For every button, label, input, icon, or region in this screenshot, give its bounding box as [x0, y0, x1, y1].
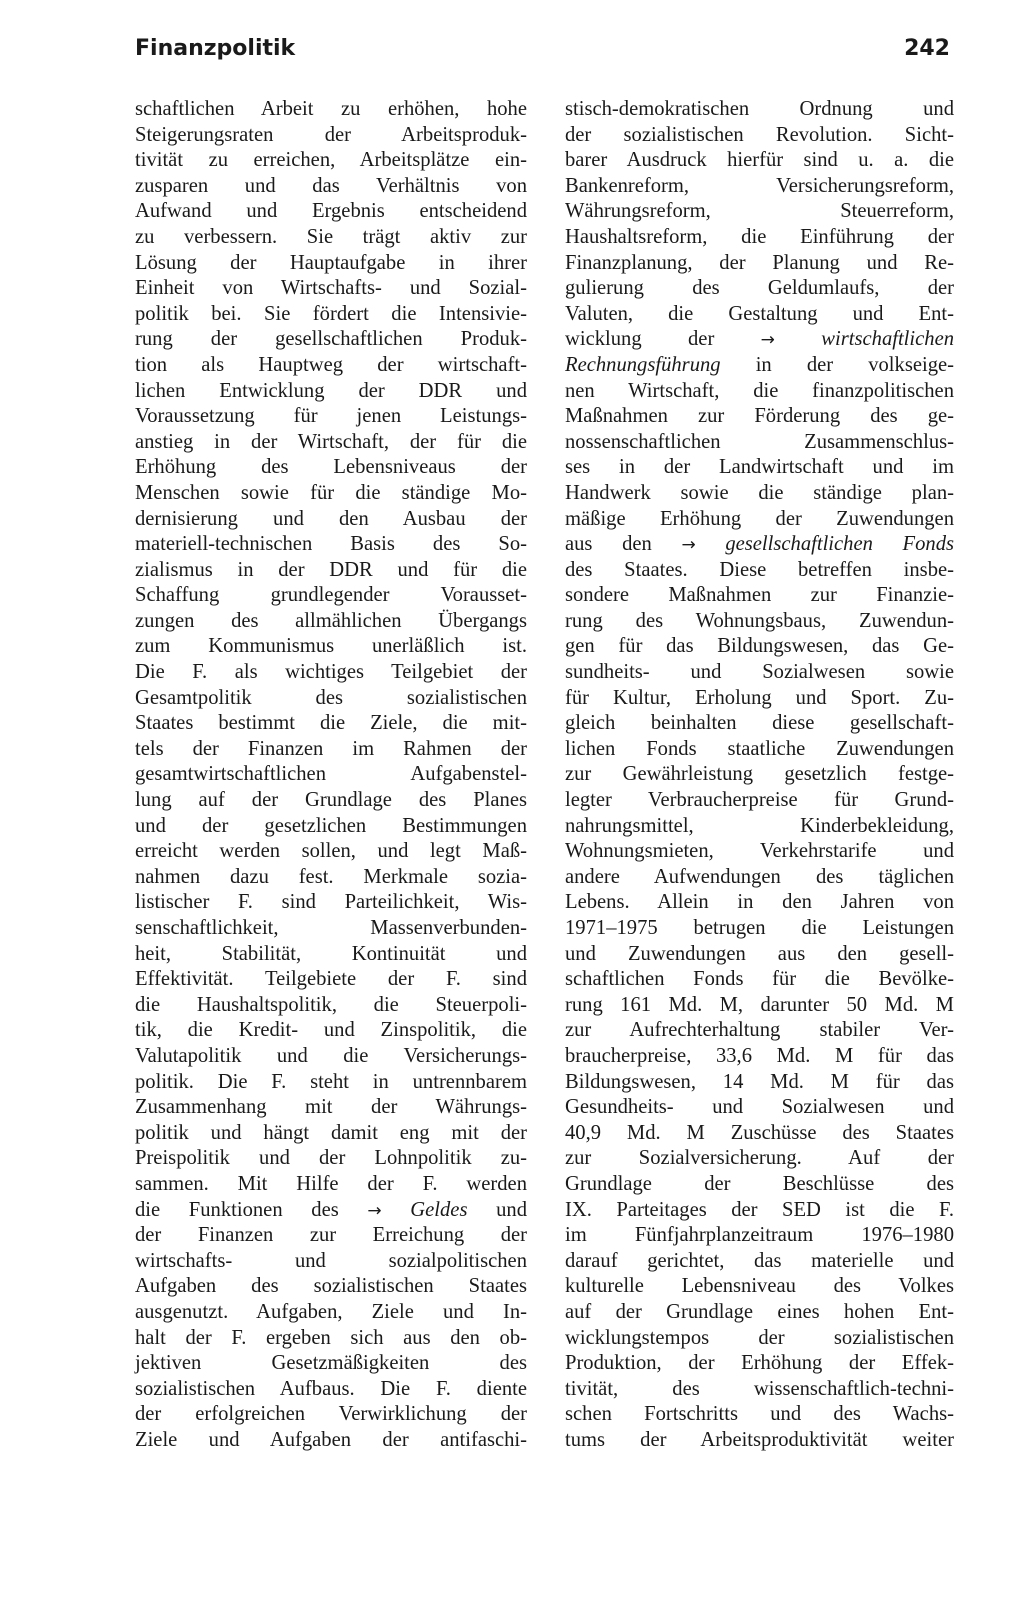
text-line: sundheits- und Sozialwesen sowie [565, 661, 954, 684]
text-line: Zusammenhang mit der Währungs- [135, 1096, 527, 1119]
cross-reference-line-gesellschaftlichen-fonds [565, 532, 954, 558]
text-line: heit, Stabilität, Kontinuität und [135, 942, 527, 965]
text-line: lichen Fonds staatliche Zuwendungen [565, 737, 954, 760]
text-line: der sozialistischen Revolution. Sicht- [565, 123, 954, 146]
text-line: der Finanzen zur Erreichung der [135, 1224, 527, 1247]
text-line: schen Fortschritts und des Wachs- [565, 1403, 954, 1426]
cross-reference-line-rechnungsfuehrung [565, 353, 954, 379]
right-column-text-a [565, 97, 954, 327]
text-line: nen Wirtschaft, die finanzpolitischen [565, 379, 954, 402]
text-line: tik, die Kredit- und Zinspolitik, die [135, 1019, 527, 1042]
text-line: tivität, des wissenschaftlich-techni- [565, 1377, 954, 1400]
text-line: zungen des allmählichen Übergangs [135, 609, 527, 632]
text-line: legter Verbraucherpreise für Grund- [565, 789, 954, 812]
cross-reference-line-geldes [135, 1198, 527, 1224]
text-line: politik und hängt damit eng mit der [135, 1121, 527, 1144]
text-line: 40,9 Md. M Zuschüsse des Staates [565, 1121, 954, 1144]
text-line: barer Ausdruck hierfür sind u. a. die [565, 149, 954, 172]
text-line: Währungsreform, Steuerreform, [565, 200, 954, 223]
text-line: anstieg in der Wirtschaft, der für die [135, 430, 527, 453]
text-line: tels der Finanzen im Rahmen der [135, 737, 527, 760]
text-line: Voraussetzung für jenen Leistungs- [135, 405, 527, 428]
text-line: zialismus in der DDR und für die [135, 558, 527, 581]
cross-reference-gesellschaftliche-fonds[interactable]: gesellschaftlichen Fonds [725, 533, 955, 556]
text-line: die Haushaltspolitik, die Steuerpoli- [135, 993, 527, 1016]
right-column-text-b [565, 379, 954, 533]
text-line: rung der gesellschaftlichen Produk- [135, 328, 527, 351]
text-line: gen für das Bildungswesen, das Ge- [565, 635, 954, 658]
text-line: und Zuwendungen aus den gesell- [565, 942, 954, 965]
text-line: gleich beinhalten diese gesellschaft- [565, 712, 954, 735]
text-line: gesamtwirtschaftlichen Aufgabenstel- [135, 763, 527, 786]
text-line: zu verbessern. Sie trägt aktiv zur [135, 225, 527, 248]
text-line: Aufgaben des sozialistischen Staates [135, 1275, 527, 1298]
text-line: rung des Wohnungsbaus, Zuwendun- [565, 609, 954, 632]
text-line: politik bei. Sie fördert die Intensivie- [135, 302, 527, 325]
text-line: wicklungstempos der sozialistischen [565, 1326, 954, 1349]
text-line: halt der F. ergeben sich aus den ob- [135, 1326, 527, 1349]
cross-reference-arrow-icon: → [681, 535, 696, 556]
text-line: dernisierung und den Ausbau der [135, 507, 527, 530]
text-line: zum Kommunismus unerläßlich ist. [135, 635, 527, 658]
text-line: nossenschaftlichen Zusammenschlus- [565, 430, 954, 453]
cross-reference-wirtschaftliche-rechnungsfuehrung[interactable]: wirtschaftlichen [821, 328, 954, 351]
cross-reference-line-wirtschaftlichen [565, 327, 954, 353]
text-line: Gesundheits- und Sozialwesen und [565, 1096, 954, 1119]
text-line: zur Aufrechterhaltung stabiler Ver- [565, 1019, 954, 1042]
cross-reference-arrow-icon: → [367, 1200, 382, 1221]
text-line: Erhöhung des Lebensniveaus der [135, 456, 527, 479]
text-line: nahmen dazu fest. Merkmale sozia- [135, 865, 527, 888]
text-line: Maßnahmen zur Förderung des ge- [565, 405, 954, 428]
text-line: stisch-demokratischen Ordnung und [565, 98, 954, 120]
cross-reference-geldes[interactable]: Geldes [410, 1198, 468, 1221]
text-line: lung auf der Grundlage des Planes [135, 789, 527, 812]
text-segment: die Funktionen des [135, 1198, 368, 1221]
text-line: darauf gerichtet, das materielle und [565, 1249, 954, 1272]
text-line: Valuten, die Gestaltung und Ent- [565, 302, 954, 325]
text-line: Schaffung grundlegender Vorausset- [135, 584, 527, 607]
text-line: Handwerk sowie die ständige plan- [565, 481, 954, 504]
text-line: tion als Hauptweg der wirtschaft- [135, 353, 527, 376]
text-line: der erfolgreichen Verwirklichung der [135, 1403, 527, 1426]
text-line: Grundlage der Beschlüsse des [565, 1172, 954, 1195]
text-line: schaftlichen Fonds für die Bevölke- [565, 968, 954, 991]
text-line: andere Aufwendungen des täglichen [565, 865, 954, 888]
text-line: Haushaltsreform, die Einführung der [565, 225, 954, 248]
text-line: zur Gewährleistung gesetzlich festge- [565, 763, 954, 786]
text-segment: in der volkseige- [720, 353, 954, 376]
text-line: listischer F. sind Parteilichkeit, Wis- [135, 891, 527, 914]
text-line: Ziele und Aufgaben der antifaschi- [135, 1428, 527, 1451]
text-line: Preispolitik und der Lohnpolitik zu- [135, 1147, 527, 1170]
text-line: Bankenreform, Versicherungsreform, [565, 174, 954, 197]
text-line: 1971–1975 betrugen die Leistungen [565, 917, 954, 939]
left-column [135, 97, 527, 1453]
right-column-text-c [565, 558, 954, 1454]
text-segment: und [467, 1198, 528, 1221]
text-line: zusparen und das Verhältnis von [135, 174, 527, 197]
text-line: nahrungsmittel, Kinderbekleidung, [565, 814, 954, 837]
text-line: Wohnungsmieten, Verkehrstarife und [565, 840, 954, 863]
text-line: Steigerungsraten der Arbeitsproduk- [135, 123, 527, 146]
text-line: kulturelle Lebensniveau des Volkes [565, 1275, 954, 1298]
text-line: des Staates. Diese betreffen insbe- [565, 558, 954, 581]
text-line: rung 161 Md. M, darunter 50 Md. M [565, 993, 954, 1016]
text-line: politik. Die F. steht in untrennbarem [135, 1070, 527, 1093]
text-line: braucherpreise, 33,6 Md. M für das [565, 1044, 954, 1067]
text-line: wirtschafts- und sozialpolitischen [135, 1249, 527, 1272]
text-line: zur Sozialversicherung. Auf der [565, 1147, 954, 1170]
text-line: Staates bestimmt die Ziele, die mit- [135, 712, 527, 735]
text-line: im Fünfjahrplanzeitraum 1976–1980 [565, 1224, 954, 1247]
text-line: tivität zu erreichen, Arbeitsplätze ein- [135, 149, 527, 172]
page-number: 242 [904, 36, 950, 61]
text-line: Lösung der Hauptaufgabe in ihrer [135, 251, 527, 274]
cross-reference-arrow-icon: → [760, 330, 775, 351]
text-line: auf der Grundlage eines hohen Ent- [565, 1300, 954, 1323]
text-line: Effektivität. Teilgebiete der F. sind [135, 968, 527, 991]
text-line: jektiven Gesetzmäßigkeiten des [135, 1352, 527, 1375]
text-line: und der gesetzlichen Bestimmungen [135, 814, 527, 837]
text-line: Bildungswesen, 14 Md. M für das [565, 1070, 954, 1093]
text-line: Aufwand und Ergebnis entscheidend [135, 200, 527, 223]
text-line: mäßige Erhöhung der Zuwendungen [565, 507, 954, 530]
text-line: Lebens. Allein in den Jahren von [565, 891, 954, 914]
running-header [135, 36, 950, 76]
text-line: IX. Parteitages der SED ist die F. [565, 1198, 954, 1221]
text-line: Einheit von Wirtschafts- und Sozial- [135, 277, 527, 300]
text-line: Finanzplanung, der Planung und Re- [565, 251, 954, 274]
left-column-text-a [135, 97, 527, 1198]
text-line: Gesamtpolitik des sozialistischen [135, 686, 527, 709]
text-line: sondere Maßnahmen zur Finanzie- [565, 584, 954, 607]
text-line: sammen. Mit Hilfe der F. werden [135, 1172, 527, 1195]
text-line: für Kultur, Erholung und Sport. Zu- [565, 686, 954, 709]
text-line: sozialistischen Aufbaus. Die F. diente [135, 1377, 527, 1400]
text-line: materiell-technischen Basis des So- [135, 533, 527, 556]
cross-reference-wirtschaftliche-rechnungsfuehrung-cont[interactable]: Rechnungsführung [565, 353, 721, 376]
entry-title: Finanzpolitik [135, 36, 296, 61]
text-line: schaftlichen Arbeit zu erhöhen, hohe [135, 98, 527, 120]
text-segment: aus den [565, 533, 682, 556]
text-line: gulierung des Geldumlaufs, der [565, 277, 954, 300]
text-segment: wicklung der [565, 328, 761, 351]
text-line: Valutapolitik und die Versicherungs- [135, 1044, 527, 1067]
text-line: Produktion, der Erhöhung der Effek- [565, 1352, 954, 1375]
left-column-text-b [135, 1223, 527, 1453]
text-line: senschaftlichkeit, Massenverbunden- [135, 917, 527, 939]
text-line: tums der Arbeitsproduktivität weiter [565, 1428, 954, 1451]
right-column [565, 97, 954, 1453]
text-line: erreicht werden sollen, und legt Maß- [135, 840, 527, 863]
text-line: Die F. als wichtiges Teilgebiet der [135, 661, 527, 684]
text-line: ses in der Landwirtschaft und im [565, 456, 954, 479]
text-line: lichen Entwicklung der DDR und [135, 379, 527, 402]
text-line: Menschen sowie für die ständige Mo- [135, 481, 527, 504]
text-line: ausgenutzt. Aufgaben, Ziele und In- [135, 1300, 527, 1323]
